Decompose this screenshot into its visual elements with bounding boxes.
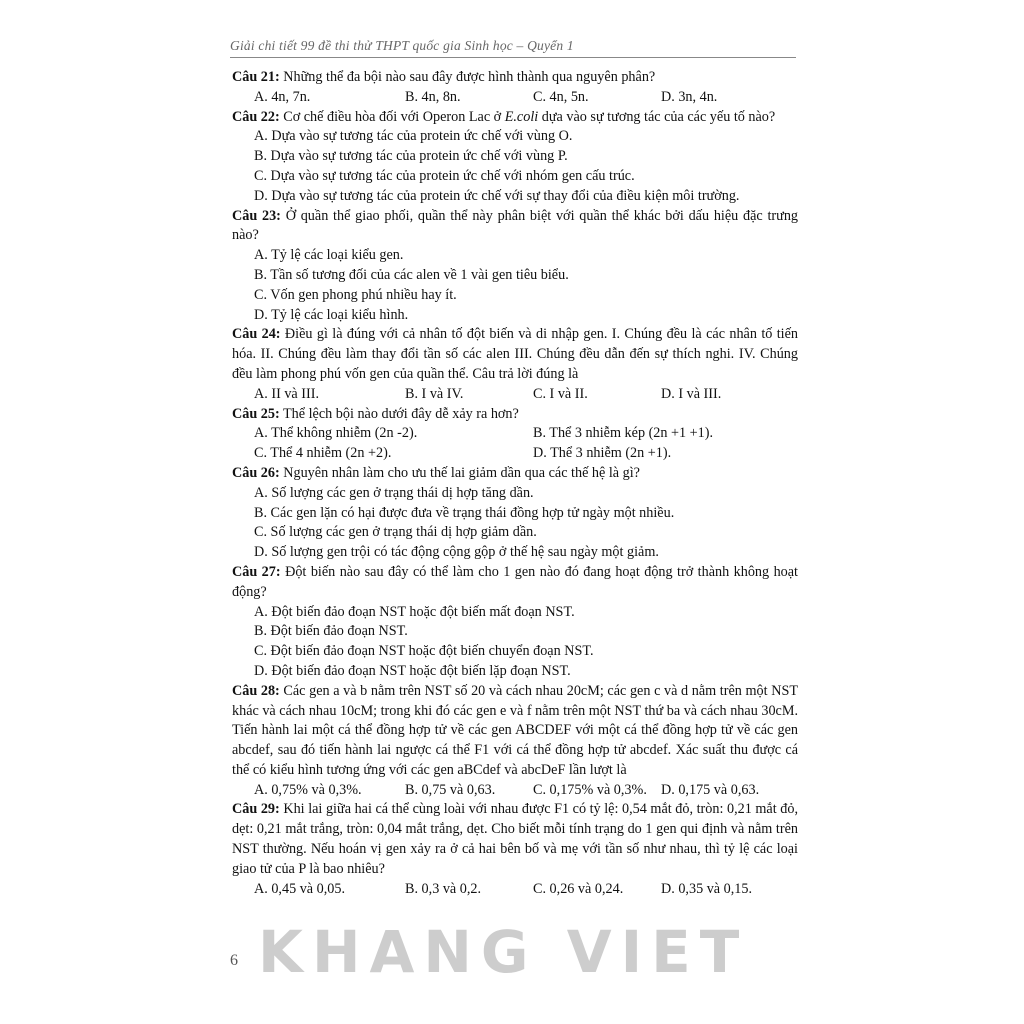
question-21 bbox=[232, 68, 798, 88]
option-b: B. Dựa vào sự tương tác của protein ức chế với vùng P. bbox=[254, 148, 568, 165]
question-text: Những thể đa bội nào sau đây được hình thành qua nguyên phân? bbox=[283, 69, 656, 85]
options-row bbox=[232, 88, 798, 108]
question-26 bbox=[232, 464, 798, 484]
question-text: Đột biến nào sau đây có thể làm cho 1 gen nào đó đang hoạt động trở thành không hoạt động? bbox=[232, 563, 799, 600]
option-a: A. Dựa vào sự tương tác của protein ức chế với vùng O. bbox=[254, 128, 573, 145]
options-row bbox=[232, 385, 798, 405]
options-row bbox=[232, 424, 798, 444]
option-c: C. Đột biến đảo đoạn NST hoặc đột biến chuyển đoạn NST. bbox=[254, 643, 594, 660]
options-row bbox=[232, 444, 798, 464]
question-text: Cơ chế điều hòa đối với Operon Lac ở bbox=[283, 108, 505, 125]
question-number: Câu 21: bbox=[232, 69, 280, 85]
option-a: A. 0,45 và 0,05. bbox=[254, 880, 346, 897]
option-c: C. Số lượng các gen ở trạng thái dị hợp giảm dần. bbox=[254, 524, 537, 541]
option-d: D. Dựa vào sự tương tác của protein ức chế với sự thay đổi của điều kiện môi trường. bbox=[254, 187, 740, 204]
option-d: D. Tỷ lệ các loại kiểu hình. bbox=[254, 306, 409, 323]
publisher-watermark: KHANG VIET bbox=[258, 918, 749, 986]
page-number: 6 bbox=[230, 952, 238, 969]
question-text: Ở quần thể giao phối, quần thể này phân biệt với quần thể khác bởi dấu hiệu đặc trưng nào? bbox=[232, 207, 799, 244]
options-row bbox=[232, 880, 798, 900]
option-a: A. 0,75% và 0,3%. bbox=[254, 781, 362, 798]
option-a: A. Số lượng các gen ở trạng thái dị hợp tăng dần. bbox=[254, 484, 534, 501]
question-text: Nguyên nhân làm cho ưu thế lai giảm dần qua các thế hệ là gì? bbox=[283, 464, 640, 481]
question-text: Khi lai giữa hai cá thể cùng loài với nhau được F1 có tỷ lệ: 0,54 mắt đỏ, tròn: 0,21 mắt đỏ, dẹt: 0,21 mắt trắng, tròn: 0,04 mắt trắng, dẹt. Cho biết mỗi tính trạng do 1 gen qui định và nằm trên NST thường. Nếu hoán vị gen xảy ra ở cả hai bên bố và mẹ với tần số như nhau, thì tỷ lệ các loại giao tử của P là bao nhiêu? bbox=[232, 801, 798, 877]
option-a: A. Đột biến đảo đoạn NST hoặc đột biến mất đoạn NST. bbox=[254, 603, 575, 620]
question-number: Câu 29: bbox=[232, 801, 280, 818]
options-row bbox=[232, 781, 798, 801]
question-28 bbox=[232, 682, 798, 781]
option-b: B. 0,3 và 0,2. bbox=[405, 880, 482, 897]
option-d: D. 3n, 4n. bbox=[661, 88, 718, 105]
option-b: B. I và IV. bbox=[405, 385, 464, 402]
question-27 bbox=[232, 563, 798, 603]
question-24 bbox=[232, 325, 798, 384]
question-text: Thể lệch bội nào dưới đây dễ xảy ra hơn? bbox=[283, 405, 519, 422]
option-d: D. I và III. bbox=[661, 385, 722, 402]
running-header: Giải chi tiết 99 đề thi thử THPT quốc gia Sinh học – Quyển 1 bbox=[230, 38, 574, 53]
option-b: B. Đột biến đảo đoạn NST. bbox=[254, 623, 408, 640]
option-a: A. 4n, 7n. bbox=[254, 88, 311, 105]
page-content bbox=[232, 68, 798, 899]
question-23 bbox=[232, 207, 798, 247]
question-22 bbox=[232, 108, 798, 128]
option-c: C. 0,26 và 0,24. bbox=[533, 880, 624, 897]
option-b: B. 0,75 và 0,63. bbox=[405, 781, 496, 798]
option-d: D. Đột biến đảo đoạn NST hoặc đột biến lặp đoạn NST. bbox=[254, 662, 571, 679]
option-c: C. 0,175% và 0,3%. bbox=[533, 781, 647, 798]
option-c: C. Dựa vào sự tương tác của protein ức chế với nhóm gen cấu trúc. bbox=[254, 167, 635, 184]
option-a: A. Thể không nhiễm (2n -2). bbox=[254, 425, 418, 442]
option-d: D. Số lượng gen trội có tác động cộng gộp ở thế hệ sau ngày một giảm. bbox=[254, 544, 659, 561]
option-b: B. Tần số tương đối của các alen về 1 vài gen tiêu biểu. bbox=[254, 266, 569, 283]
option-c: C. I và II. bbox=[533, 385, 588, 402]
header-divider bbox=[230, 57, 796, 58]
option-d: D. Thể 3 nhiễm (2n +1). bbox=[533, 445, 672, 462]
question-number: Câu 28: bbox=[232, 682, 280, 699]
option-a: A. II và III. bbox=[254, 385, 319, 402]
question-number: Câu 23: bbox=[232, 207, 281, 224]
question-25 bbox=[232, 405, 798, 425]
option-c: C. Thể 4 nhiễm (2n +2). bbox=[254, 445, 392, 462]
option-a: A. Tỷ lệ các loại kiểu gen. bbox=[254, 247, 404, 264]
question-number: Câu 27: bbox=[232, 563, 281, 580]
question-number: Câu 26: bbox=[232, 464, 280, 481]
species-name: E.coli bbox=[504, 108, 539, 125]
option-c: C. 4n, 5n. bbox=[533, 88, 589, 105]
question-text: Các gen a và b nằm trên NST số 20 và cách nhau 20cM; các gen c và d nằm trên một NST khác và cách nhau 10cM; trong khi đó các gen e và f nằm trên một NST thứ ba và cách nhau 30cM. Tiến hành lai một cá thể đồng hợp tử về các gen ABCDEF với một cá thể đồng hợp tử về các gen abcdef, sau đó tiến hành lai ngược cá thể F1 với cá thể đồng hợp tử abcdef. Xác suất thu được cá thể có kiểu hình tương ứng với các gen aBCdef và abcDeF lần lượt là bbox=[232, 682, 798, 778]
option-b: B. Thể 3 nhiễm kép (2n +1 +1). bbox=[533, 425, 714, 442]
question-29 bbox=[232, 800, 798, 879]
option-b: B. 4n, 8n. bbox=[405, 88, 461, 105]
option-c: C. Vốn gen phong phú nhiều hay ít. bbox=[254, 286, 457, 303]
option-b: B. Các gen lặn có hại được đưa về trạng thái đồng hợp tử ngày một nhiều. bbox=[254, 504, 675, 521]
question-text-cont: dựa vào sự tương tác của các yếu tố nào? bbox=[538, 108, 776, 125]
option-d: D. 0,175 và 0,63. bbox=[661, 781, 760, 798]
question-number: Câu 22: bbox=[232, 108, 280, 125]
option-d: D. 0,35 và 0,15. bbox=[661, 880, 753, 897]
question-number: Câu 24: bbox=[232, 326, 281, 343]
question-number: Câu 25: bbox=[232, 405, 280, 422]
question-text: Điều gì là đúng với cả nhân tố đột biến và di nhập gen. I. Chúng đều là các nhân tố tiến hóa. II. Chúng đều làm thay đổi tần số các alen III. Chúng đều dẫn đến sự thích nghi. IV. Chúng đều làm phong phú vốn gen của quần thể. Câu trả lời đúng là bbox=[232, 326, 799, 382]
